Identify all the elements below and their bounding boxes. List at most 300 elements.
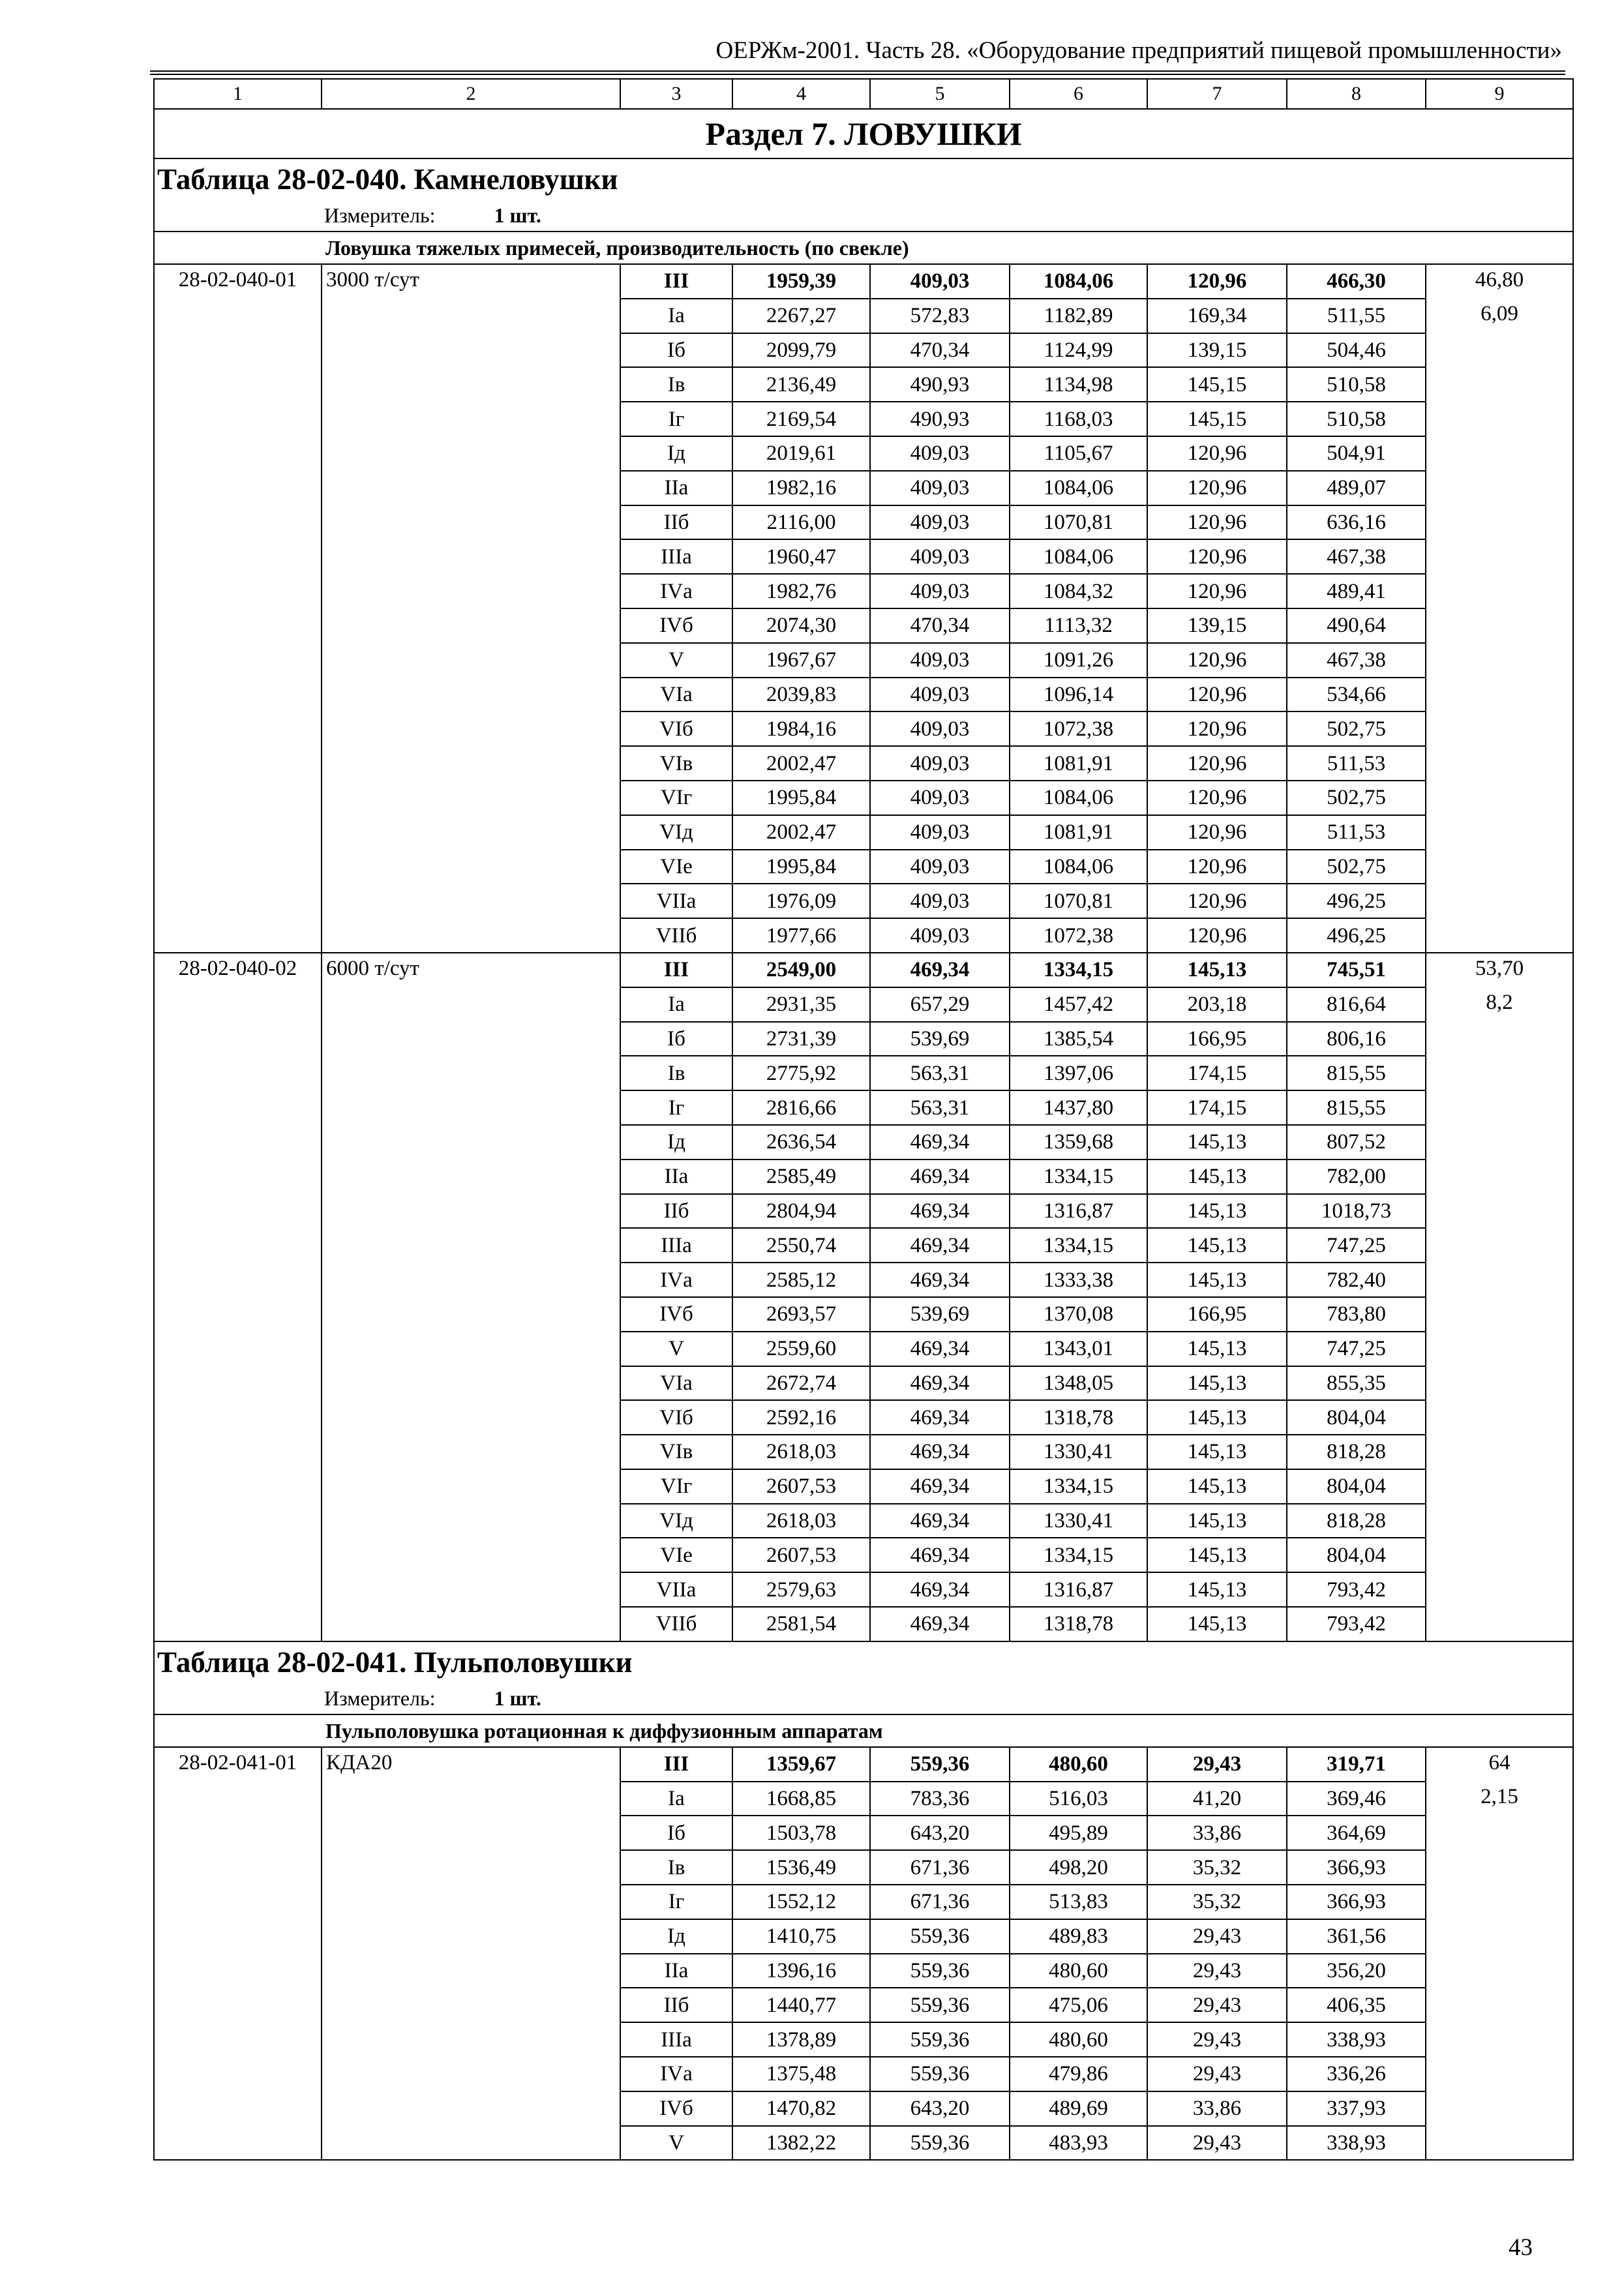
machinist-wage-cell: 120,96 [1147, 918, 1287, 953]
machine-cost-cell: 1397,06 [1010, 1056, 1147, 1090]
material-cost-cell: 406,35 [1287, 1988, 1426, 2022]
zone-cell: V [620, 1332, 732, 1366]
wage-cell: 559,36 [870, 1747, 1010, 1782]
zone-cell: VIе [620, 850, 732, 884]
zone-cell: Iг [620, 402, 732, 436]
machine-cost-cell: 1385,54 [1010, 1022, 1147, 1056]
wage-cell: 469,34 [870, 1400, 1010, 1435]
material-cost-cell: 356,20 [1287, 1954, 1426, 1988]
wage-cell: 470,34 [870, 333, 1010, 368]
price-table [153, 78, 1574, 2161]
material-cost-cell: 855,35 [1287, 1366, 1426, 1401]
total-cost-cell: 2816,66 [732, 1090, 870, 1125]
machinist-wage-cell: 35,32 [1147, 1850, 1287, 1885]
machine-cost-cell: 1084,06 [1010, 539, 1147, 574]
machine-cost-cell: 479,86 [1010, 2057, 1147, 2091]
machinist-wage-cell: 41,20 [1147, 1782, 1287, 1816]
wage-cell: 409,03 [870, 539, 1010, 574]
machinist-wage-cell: 29,43 [1147, 1954, 1287, 1988]
zone-cell: IIб [620, 1194, 732, 1229]
wage-cell: 469,34 [870, 1125, 1010, 1159]
machinist-labor-cell: 2,15 [1426, 1782, 1573, 2161]
material-cost-cell: 782,00 [1287, 1159, 1426, 1194]
machinist-wage-cell: 120,96 [1147, 746, 1287, 781]
zone-cell: IVб [620, 2091, 732, 2126]
machinist-wage-cell: 120,96 [1147, 505, 1287, 540]
column-number-row [154, 79, 1573, 109]
machinist-wage-cell: 120,96 [1147, 574, 1287, 608]
machine-cost-cell: 1070,81 [1010, 505, 1147, 540]
wage-cell: 572,83 [870, 299, 1010, 333]
material-cost-cell: 337,93 [1287, 2091, 1426, 2126]
zone-cell: VIIб [620, 1607, 732, 1641]
machinist-wage-cell: 29,43 [1147, 1919, 1287, 1954]
machinist-wage-cell: 166,95 [1147, 1297, 1287, 1332]
machinist-wage-cell: 33,86 [1147, 2091, 1287, 2126]
wage-cell: 409,03 [870, 918, 1010, 953]
table-row [154, 264, 1573, 299]
wage-cell: 469,34 [870, 1469, 1010, 1504]
zone-cell: VIIа [620, 884, 732, 918]
machinist-wage-cell: 145,15 [1147, 367, 1287, 402]
zone-cell: IVб [620, 1297, 732, 1332]
material-cost-cell: 319,71 [1287, 1747, 1426, 1782]
table-row [154, 1747, 1573, 1782]
material-cost-cell: 502,75 [1287, 781, 1426, 815]
material-cost-cell: 745,51 [1287, 953, 1426, 987]
material-cost-cell: 816,64 [1287, 987, 1426, 1022]
total-cost-cell: 2267,27 [732, 299, 870, 333]
unit-value: 1 шт. [494, 1686, 541, 1710]
machinist-wage-cell: 145,13 [1147, 1538, 1287, 1572]
machine-cost-cell: 1333,38 [1010, 1263, 1147, 1297]
total-cost-cell: 2672,74 [732, 1366, 870, 1401]
machinist-wage-cell: 145,13 [1147, 1572, 1287, 1607]
total-cost-cell: 2804,94 [732, 1194, 870, 1229]
zone-cell: V [620, 2126, 732, 2161]
machinist-wage-cell: 29,43 [1147, 2022, 1287, 2057]
column-number: 3 [620, 79, 732, 109]
machine-cost-cell: 516,03 [1010, 1782, 1147, 1816]
material-cost-cell: 511,53 [1287, 746, 1426, 781]
unit-row [154, 200, 1573, 232]
machinist-wage-cell: 120,96 [1147, 539, 1287, 574]
material-cost-cell: 364,69 [1287, 1816, 1426, 1850]
total-cost-cell: 1470,82 [732, 2091, 870, 2126]
machine-cost-cell: 1081,91 [1010, 815, 1147, 850]
page-number: 43 [1509, 2234, 1533, 2261]
material-cost-cell: 806,16 [1287, 1022, 1426, 1056]
total-cost-cell: 2585,49 [732, 1159, 870, 1194]
total-cost-cell: 2579,63 [732, 1572, 870, 1607]
wage-cell: 409,03 [870, 850, 1010, 884]
wage-cell: 559,36 [870, 1988, 1010, 2022]
machinist-wage-cell: 120,96 [1147, 643, 1287, 678]
section-title-row [154, 109, 1573, 158]
wage-cell: 469,34 [870, 1572, 1010, 1607]
material-cost-cell: 369,46 [1287, 1782, 1426, 1816]
item-code: 28-02-040-01 [154, 264, 322, 953]
zone-cell: VIв [620, 746, 732, 781]
column-number: 7 [1147, 79, 1287, 109]
wage-cell: 469,34 [870, 1194, 1010, 1229]
machinist-wage-cell: 145,13 [1147, 1435, 1287, 1469]
material-cost-cell: 496,25 [1287, 884, 1426, 918]
section-title: Раздел 7. ЛОВУШКИ [154, 109, 1573, 158]
zone-cell: IVа [620, 574, 732, 608]
wage-cell: 559,36 [870, 1954, 1010, 1988]
table-title-row [154, 1641, 1573, 1683]
machinist-wage-cell: 145,13 [1147, 1228, 1287, 1263]
material-cost-cell: 361,56 [1287, 1919, 1426, 1954]
material-cost-cell: 504,46 [1287, 333, 1426, 368]
wage-cell: 559,36 [870, 2057, 1010, 2091]
material-cost-cell: 782,40 [1287, 1263, 1426, 1297]
total-cost-cell: 1984,16 [732, 711, 870, 746]
machinist-wage-cell: 120,96 [1147, 815, 1287, 850]
machine-cost-cell: 480,60 [1010, 2022, 1147, 2057]
machinist-wage-cell: 29,43 [1147, 2126, 1287, 2161]
material-cost-cell: 489,41 [1287, 574, 1426, 608]
wage-cell: 563,31 [870, 1056, 1010, 1090]
machinist-wage-cell: 145,13 [1147, 1504, 1287, 1538]
machine-cost-cell: 489,83 [1010, 1919, 1147, 1954]
column-number: 1 [154, 79, 322, 109]
material-cost-cell: 467,38 [1287, 643, 1426, 678]
wage-cell: 783,36 [870, 1782, 1010, 1816]
material-cost-cell: 818,28 [1287, 1504, 1426, 1538]
zone-cell: VIIа [620, 1572, 732, 1607]
zone-cell: V [620, 643, 732, 678]
machinist-wage-cell: 174,15 [1147, 1056, 1287, 1090]
total-cost-cell: 1995,84 [732, 850, 870, 884]
wage-cell: 469,34 [870, 1435, 1010, 1469]
zone-cell: IIIа [620, 2022, 732, 2057]
wage-cell: 409,03 [870, 574, 1010, 608]
machine-cost-cell: 1084,06 [1010, 264, 1147, 299]
wage-cell: 469,34 [870, 953, 1010, 987]
zone-cell: IIа [620, 1954, 732, 1988]
zone-cell: VIа [620, 1366, 732, 1401]
column-number: 2 [322, 79, 620, 109]
machinist-wage-cell: 120,96 [1147, 471, 1287, 505]
wage-cell: 563,31 [870, 1090, 1010, 1125]
total-cost-cell: 2592,16 [732, 1400, 870, 1435]
item-code: 28-02-041-01 [154, 1747, 322, 2161]
item-name: 6000 т/сут [322, 953, 620, 1641]
total-cost-cell: 2136,49 [732, 367, 870, 402]
material-cost-cell: 534,66 [1287, 678, 1426, 712]
machinist-wage-cell: 29,43 [1147, 1747, 1287, 1782]
total-cost-cell: 2618,03 [732, 1435, 870, 1469]
machine-cost-cell: 489,69 [1010, 2091, 1147, 2126]
wage-cell: 671,36 [870, 1850, 1010, 1885]
wage-cell: 559,36 [870, 2126, 1010, 2161]
total-cost-cell: 2775,92 [732, 1056, 870, 1090]
machine-cost-cell: 1316,87 [1010, 1572, 1147, 1607]
material-cost-cell: 466,30 [1287, 264, 1426, 299]
total-cost-cell: 2550,74 [732, 1228, 870, 1263]
total-cost-cell: 1977,66 [732, 918, 870, 953]
labor-cost-cell: 53,70 [1426, 953, 1573, 987]
zone-cell: IIб [620, 1988, 732, 2022]
running-header: ОЕРЖм-2001. Часть 28. «Оборудование предприятий пищевой промышленности» [715, 37, 1562, 64]
zone-cell: IIIа [620, 539, 732, 574]
machine-cost-cell: 1334,15 [1010, 1228, 1147, 1263]
machinist-wage-cell: 120,96 [1147, 850, 1287, 884]
wage-cell: 469,34 [870, 1263, 1010, 1297]
total-cost-cell: 1976,09 [732, 884, 870, 918]
machinist-wage-cell: 120,96 [1147, 781, 1287, 815]
machinist-wage-cell: 145,13 [1147, 1332, 1287, 1366]
total-cost-cell: 1967,67 [732, 643, 870, 678]
material-cost-cell: 502,75 [1287, 711, 1426, 746]
total-cost-cell: 2099,79 [732, 333, 870, 368]
wage-cell: 559,36 [870, 1919, 1010, 1954]
total-cost-cell: 2019,61 [732, 436, 870, 471]
material-cost-cell: 511,55 [1287, 299, 1426, 333]
zone-cell: VIIб [620, 918, 732, 953]
machine-cost-cell: 1437,80 [1010, 1090, 1147, 1125]
labor-cost-cell: 64 [1426, 1747, 1573, 1782]
machinist-wage-cell: 120,96 [1147, 678, 1287, 712]
total-cost-cell: 2169,54 [732, 402, 870, 436]
column-number: 6 [1010, 79, 1147, 109]
machine-cost-cell: 1084,06 [1010, 850, 1147, 884]
material-cost-cell: 804,04 [1287, 1469, 1426, 1504]
zone-cell: III [620, 1747, 732, 1782]
total-cost-cell: 1375,48 [732, 2057, 870, 2091]
material-cost-cell: 511,53 [1287, 815, 1426, 850]
machine-cost-cell: 1134,98 [1010, 367, 1147, 402]
material-cost-cell: 502,75 [1287, 850, 1426, 884]
machinist-wage-cell: 145,13 [1147, 1194, 1287, 1229]
column-number: 4 [732, 79, 870, 109]
machine-cost-cell: 1318,78 [1010, 1400, 1147, 1435]
machine-cost-cell: 495,89 [1010, 1816, 1147, 1850]
wage-cell: 469,34 [870, 1332, 1010, 1366]
total-cost-cell: 2607,53 [732, 1538, 870, 1572]
wage-cell: 539,69 [870, 1297, 1010, 1332]
machinist-wage-cell: 145,13 [1147, 1366, 1287, 1401]
machinist-wage-cell: 145,13 [1147, 1607, 1287, 1641]
machine-cost-cell: 1318,78 [1010, 1607, 1147, 1641]
material-cost-cell: 496,25 [1287, 918, 1426, 953]
column-number: 9 [1426, 79, 1573, 109]
wage-cell: 490,93 [870, 367, 1010, 402]
zone-cell: Iг [620, 1885, 732, 1919]
total-cost-cell: 2693,57 [732, 1297, 870, 1332]
machinist-wage-cell: 145,13 [1147, 1125, 1287, 1159]
material-cost-cell: 804,04 [1287, 1538, 1426, 1572]
machinist-wage-cell: 145,13 [1147, 1263, 1287, 1297]
machine-cost-cell: 1084,06 [1010, 781, 1147, 815]
total-cost-cell: 2581,54 [732, 1607, 870, 1641]
table-body [154, 79, 1573, 2160]
wage-cell: 469,34 [870, 1228, 1010, 1263]
total-cost-cell: 1982,16 [732, 471, 870, 505]
wage-cell: 657,29 [870, 987, 1010, 1022]
unit-label: Измеритель: [324, 203, 436, 227]
machinist-wage-cell: 29,43 [1147, 1988, 1287, 2022]
total-cost-cell: 1382,22 [732, 2126, 870, 2161]
total-cost-cell: 2002,47 [732, 815, 870, 850]
material-cost-cell: 807,52 [1287, 1125, 1426, 1159]
zone-cell: IVб [620, 608, 732, 643]
material-cost-cell: 366,93 [1287, 1850, 1426, 1885]
wage-cell: 469,34 [870, 1159, 1010, 1194]
total-cost-cell: 2549,00 [732, 953, 870, 987]
machinist-wage-cell: 35,32 [1147, 1885, 1287, 1919]
machine-cost-cell: 1081,91 [1010, 746, 1147, 781]
machinist-wage-cell: 174,15 [1147, 1090, 1287, 1125]
total-cost-cell: 2585,12 [732, 1263, 870, 1297]
total-cost-cell: 1552,12 [732, 1885, 870, 1919]
machinist-wage-cell: 120,96 [1147, 884, 1287, 918]
labor-cost-cell: 46,80 [1426, 264, 1573, 299]
material-cost-cell: 636,16 [1287, 505, 1426, 540]
machine-cost-cell: 1168,03 [1010, 402, 1147, 436]
zone-cell: IVа [620, 2057, 732, 2091]
table-title: Таблица 28-02-040. Камнеловушки [154, 158, 1573, 200]
table-title-row [154, 158, 1573, 200]
machine-cost-cell: 480,60 [1010, 1954, 1147, 1988]
wage-cell: 409,03 [870, 471, 1010, 505]
wage-cell: 409,03 [870, 264, 1010, 299]
zone-cell: IIб [620, 505, 732, 540]
zone-cell: Iв [620, 1850, 732, 1885]
machinist-wage-cell: 166,95 [1147, 1022, 1287, 1056]
zone-cell: VIд [620, 815, 732, 850]
zone-cell: Iд [620, 1919, 732, 1954]
total-cost-cell: 1995,84 [732, 781, 870, 815]
machinist-wage-cell: 33,86 [1147, 1816, 1287, 1850]
total-cost-cell: 2039,83 [732, 678, 870, 712]
machine-cost-cell: 1330,41 [1010, 1504, 1147, 1538]
zone-cell: Iа [620, 1782, 732, 1816]
wage-cell: 409,03 [870, 711, 1010, 746]
material-cost-cell: 510,58 [1287, 367, 1426, 402]
total-cost-cell: 1410,75 [732, 1919, 870, 1954]
machinist-wage-cell: 203,18 [1147, 987, 1287, 1022]
zone-cell: VIб [620, 711, 732, 746]
wage-cell: 469,34 [870, 1538, 1010, 1572]
unit-label: Измеритель: [324, 1686, 436, 1710]
zone-cell: III [620, 264, 732, 299]
machinist-labor-cell: 6,09 [1426, 299, 1573, 953]
zone-cell: VIд [620, 1504, 732, 1538]
table-row [154, 953, 1573, 987]
machine-cost-cell: 1334,15 [1010, 1469, 1147, 1504]
wage-cell: 469,34 [870, 1607, 1010, 1641]
zone-cell: IIIа [620, 1228, 732, 1263]
total-cost-cell: 2116,00 [732, 505, 870, 540]
wage-cell: 409,03 [870, 746, 1010, 781]
material-cost-cell: 338,93 [1287, 2022, 1426, 2057]
total-cost-cell: 2618,03 [732, 1504, 870, 1538]
zone-cell: VIб [620, 1400, 732, 1435]
total-cost-cell: 2607,53 [732, 1469, 870, 1504]
wage-cell: 671,36 [870, 1885, 1010, 1919]
wage-cell: 409,03 [870, 884, 1010, 918]
total-cost-cell: 1668,85 [732, 1782, 870, 1816]
total-cost-cell: 1503,78 [732, 1816, 870, 1850]
zone-cell: Iа [620, 299, 732, 333]
machine-cost-cell: 1370,08 [1010, 1297, 1147, 1332]
wage-cell: 469,34 [870, 1366, 1010, 1401]
machine-cost-cell: 1072,38 [1010, 918, 1147, 953]
zone-cell: Iб [620, 333, 732, 368]
material-cost-cell: 336,26 [1287, 2057, 1426, 2091]
item-code: 28-02-040-02 [154, 953, 322, 1641]
material-cost-cell: 815,55 [1287, 1090, 1426, 1125]
machine-cost-cell: 1348,05 [1010, 1366, 1147, 1401]
machinist-wage-cell: 145,13 [1147, 1400, 1287, 1435]
wage-cell: 490,93 [870, 402, 1010, 436]
zone-cell: VIа [620, 678, 732, 712]
total-cost-cell: 1959,39 [732, 264, 870, 299]
zone-cell: Iд [620, 1125, 732, 1159]
total-cost-cell: 1359,67 [732, 1747, 870, 1782]
machine-cost-cell: 1334,15 [1010, 1538, 1147, 1572]
machinist-wage-cell: 139,15 [1147, 333, 1287, 368]
table-subtitle: Пульполовушка ротационная к диффузионным аппаратам [154, 1714, 1573, 1747]
wage-cell: 409,03 [870, 505, 1010, 540]
subtitle-row [154, 1714, 1573, 1747]
zone-cell: Iб [620, 1022, 732, 1056]
zone-cell: IVа [620, 1263, 732, 1297]
total-cost-cell: 2731,39 [732, 1022, 870, 1056]
material-cost-cell: 504,91 [1287, 436, 1426, 471]
zone-cell: VIе [620, 1538, 732, 1572]
unit-value: 1 шт. [494, 203, 541, 227]
wage-cell: 559,36 [870, 2022, 1010, 2057]
machine-cost-cell: 1359,68 [1010, 1125, 1147, 1159]
wage-cell: 539,69 [870, 1022, 1010, 1056]
unit-row [154, 1683, 1573, 1714]
wage-cell: 409,03 [870, 781, 1010, 815]
zone-cell: Iв [620, 1056, 732, 1090]
machine-cost-cell: 1084,32 [1010, 574, 1147, 608]
material-cost-cell: 490,64 [1287, 608, 1426, 643]
material-cost-cell: 1018,73 [1287, 1194, 1426, 1229]
machine-cost-cell: 483,93 [1010, 2126, 1147, 2161]
machine-cost-cell: 1072,38 [1010, 711, 1147, 746]
machine-cost-cell: 1091,26 [1010, 643, 1147, 678]
zone-cell: Iа [620, 987, 732, 1022]
machine-cost-cell: 1334,15 [1010, 953, 1147, 987]
machinist-wage-cell: 120,96 [1147, 264, 1287, 299]
total-cost-cell: 2074,30 [732, 608, 870, 643]
machine-cost-cell: 1105,67 [1010, 436, 1147, 471]
machine-cost-cell: 498,20 [1010, 1850, 1147, 1885]
table-subtitle: Ловушка тяжелых примесей, производительность (по свекле) [154, 232, 1573, 264]
wage-cell: 409,03 [870, 436, 1010, 471]
total-cost-cell: 2002,47 [732, 746, 870, 781]
total-cost-cell: 1378,89 [732, 2022, 870, 2057]
wage-cell: 469,34 [870, 1504, 1010, 1538]
material-cost-cell: 804,04 [1287, 1400, 1426, 1435]
machine-cost-cell: 1334,15 [1010, 1159, 1147, 1194]
material-cost-cell: 366,93 [1287, 1885, 1426, 1919]
machinist-wage-cell: 145,15 [1147, 402, 1287, 436]
header-rule [150, 70, 1565, 75]
total-cost-cell: 2931,35 [732, 987, 870, 1022]
column-number: 5 [870, 79, 1010, 109]
machinist-wage-cell: 145,13 [1147, 1469, 1287, 1504]
column-number: 8 [1287, 79, 1426, 109]
material-cost-cell: 818,28 [1287, 1435, 1426, 1469]
